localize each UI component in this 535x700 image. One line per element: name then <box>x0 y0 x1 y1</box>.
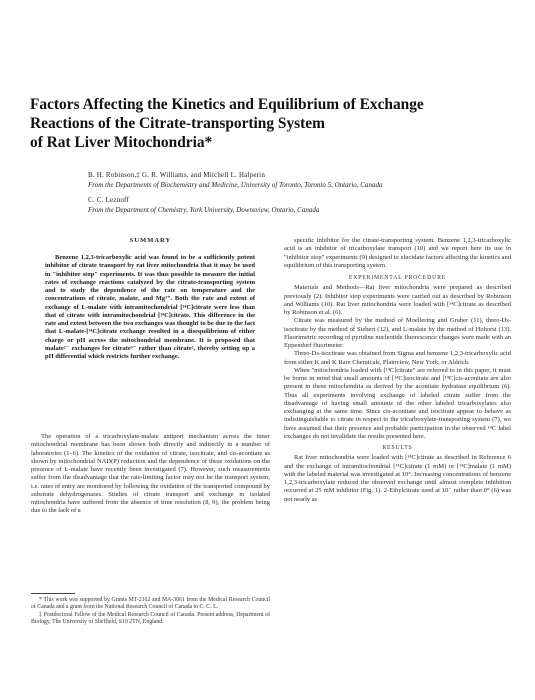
procedure-paragraph: Threo-Ds-isocitrate was obtained from Sigma and benzene 1,2,3-tricarboxylic acid from either K and K Rare Chemicals, Plainview, New York, or Aldrich. <box>284 350 511 366</box>
intro-paragraph: The operation of a tricarboxylate-malate antiport mechanism across the inner mitochondrial membrane has been shown both directly and indirectly in a number of laboratories (1–6). The kinetics of the oxidation of citrate, isocitrate, and cis-aconitate as shown by mitochondrial NAD(P) reduction and the dependence of these oxidations on the presence of L-malate have recently been investigated (7). However, such measurements suffer from the disadvantage that the rate-limiting factor may not be the transport system; i.e. rates of entry are monitored by following the oxidation of the transported compound by substrate dehydrogenases. Studies of citrate transport and exchange in isolated mitochondria have suffered from the absence of time resolution (8, 9), the problem being due to the lack of a <box>31 433 270 515</box>
summary-abstract <box>45 254 255 361</box>
procedure-paragraph: Materials and Methods—Rat liver mitochondria were prepared as described previously (2). Inhibitor stop experiments were carried out as described by Robinson and Williams (10). Rat liver mitochondria were loaded with [¹⁴C]citrate as described by Robinson et al. (6). <box>284 284 511 316</box>
title-line: Reactions of the Citrate-transporting System <box>30 115 325 133</box>
footnote-rule <box>31 593 75 594</box>
footnote: ‡ Postdoctoral Fellow of the Medical Research Council of Canada. Present address, Department of Biology, The University of Sheffield, S10 2TN, England. <box>31 611 270 626</box>
author-affiliation: From the Department of Chemistry, York University, Downsview, Ontario, Canada <box>88 206 320 214</box>
introduction <box>31 433 270 516</box>
author-affiliation: From the Departments of Biochemistry and Medicine, University of Toronto, Toronto 5, Ontario, Canada <box>88 181 383 189</box>
title-line: of Rat Liver Mitochondria* <box>30 134 213 152</box>
author-names: C. C. Leznoff <box>88 196 129 204</box>
article-title <box>30 95 500 153</box>
summary-heading: SUMMARY <box>129 237 172 244</box>
procedure-paragraph: Citrate was measured by the method of Moellering and Gruber (11), threo-Ds-isocitrate by the method of Siebert (12), and L-malate by the method of Hohorst (13). Fluorimetric recording of pyridine nucleotide fluorescence changes were made with an Eppendorf fluorimeter. <box>284 317 511 349</box>
footnote: * This work was supported by Grants MT-2162 and MA-3061 from the Medical Research Council of Canada and a grant from the National Research Council of Canada to C. C. L. <box>31 597 270 611</box>
section-heading-procedure: EXPERIMENTAL PROCEDURE <box>348 275 447 281</box>
summary-text: Benzene 1,2,3-tricarboxylic acid was found to be a sufficiently potent inhibitor of citrate transport by rat liver mitochondria that it may be used in "inhibitor stop" experiments. It was thus possible to measure the initial rates of exchange reactions catalyzed by the citrate-transporting system and to study the dependence of the rate on temperature and the concentrations of citrate, malate, and Mg²⁺. Both the rate and extent of exchange of L-malate with intramitochondrial [¹⁴C]citrate were less than that of citrate with intramitochondrial [¹⁴C]citrate. This difference in the rate and extent between the two exchanges was thought to be due to the fact that L-malate-[¹⁴C]citrate exchange resulted in a disequilibrium of either charge or pH across the mitochondrial membrane. It is proposed that malate²⁻ exchanges for citrate³⁻ rather than citrate², thereby setting up a pH differential which restricts further exchange. <box>45 254 255 360</box>
author-names: B. H. Robinson,‡ G. R. Williams, and Mitchell L. Halperin <box>88 171 266 179</box>
footnotes <box>31 597 270 627</box>
procedure-paragraph: When "mitochondria loaded with [¹⁴C]citrate" are referred to in this paper, it must be borne in mind that small amounts of [¹⁴C]isocitrate and [¹⁴C]cis-aconitate are also present in these mitochondria as derived by the aconitate hydratase equilibrium (6). Thus all experiments involving exchange of labeled citrate suffer from the disadvantage of having small amounts of the other labeled tricarboxylates also exchanging at the same time. Since cis-aconitate and isocitrate appear to behave as indistinguishable to citrate in respect to the tricarboxylate-transporting system (7), we have assumed that their presence and probable participation in the observed ¹⁴C label exchanges do not invalidate the results presented here. <box>284 366 511 440</box>
intro-continued: specific inhibitor for the citrate-transporting system. Benzene 1,2,3-tricarboxylic acid is an inhibitor of tricarboxylate transport (10) and we report here its use in "inhibitor stop" experiments (9) designed to elucidate factors affecting the kinetics and equilibrium of this transporting system. <box>284 237 511 269</box>
right-column <box>284 237 511 504</box>
section-heading-results: RESULTS <box>382 445 413 451</box>
author-block <box>88 170 518 215</box>
results-paragraph: Rat liver mitochondria were loaded with [¹⁴C]citrate as described in Reference 6 and the exchange of intramitochondrial [¹⁴C]citrate (1 mM) or [¹⁴C]malate (1 mM) with the labeled material was investigated at 10°. Increasing concentrations of benzene 1,2,3-tricarboxylate reduced the observed exchange until almost complete inhibition occurred at 25 mM inhibitor (Fig. 1). 2-Ethylcitrate used at 10⁻ rather than 0° (6) was not nearly as <box>284 454 511 503</box>
title-line: Factors Affecting the Kinetics and Equilibrium of Exchange <box>30 96 424 113</box>
